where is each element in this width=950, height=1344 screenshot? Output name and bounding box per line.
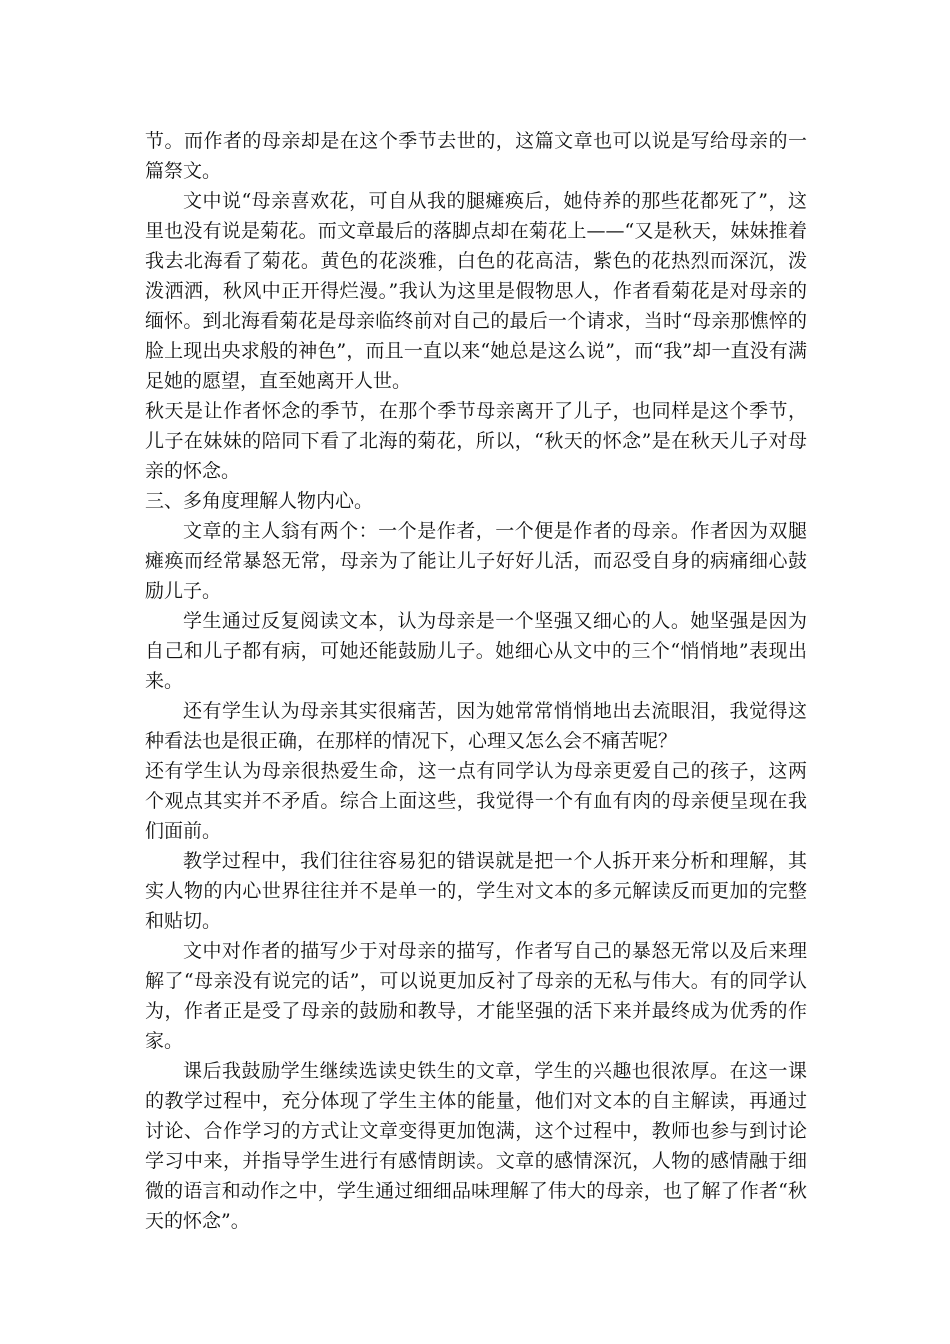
paragraph-loves-life: 还有学生认为母亲很热爱生命，这一点有同学认为母亲更爱自己的孩子，这两个观点其实并不矛盾。综合上面这些，我觉得一个有血有肉的母亲便呈现在我们面前。 [145,760,807,842]
paragraph-strong-careful-mother: 学生通过反复阅读文本，认为母亲是一个坚强又细心的人。她坚强是因为自己和儿子都有病，可她还能鼓励儿子。她细心从文中的三个“悄悄地”表现出来。 [145,610,807,692]
section-heading-three: 三、多角度理解人物内心。 [145,490,374,512]
paragraph-teaching-mistake: 教学过程中，我们往往容易犯的错误就是把一个人拆开来分析和理解，其实人物的内心世界往往并不是单一的，学生对文本的多元解读反而更加的完整和贴切。 [145,850,807,932]
paragraph-after-class: 课后我鼓励学生继续选读史铁生的文章，学生的兴趣也很浓厚。在这一课的教学过程中，充分体现了学生主体的能量，他们对文本的自主解读，再通过讨论、合作学习的方式让文章变得更加饱满，这个过程中，教师也参与到讨论学习中来，并指导学生进行有感情朗读。文章的感情深沉，人物的感情融于细微的语言和动作之中，学生通过细细品味理解了伟大的母亲，也了解了作者“秋天的怀念”。 [145,1060,807,1232]
paragraph-mother-in-pain: 还有学生认为母亲其实很痛苦，因为她常常悄悄地出去流眼泪，我觉得这种看法也是很正确，在那样的情况下，心理又怎么会不痛苦呢？ [145,700,807,752]
paragraph-flowers-chrysanthemum: 文中说“母亲喜欢花，可自从我的腿瘫痪后，她侍养的那些花都死了”，这里也没有说是菊花。而文章最后的落脚点却在菊花上——“又是秋天，妹妹推着我去北海看了菊花。黄色的花淡雅，白色的花高洁，紫色的花热烈而深沉，泼泼洒洒，秋风中正开得烂漫。”我认为这里是假物思人，作者看菊花是对母亲的缅怀。到北海看菊花是母亲临终前对自己的最后一个请求，当时“母亲那憔悴的脸上现出央求般的神色”，而且一直以来“她总是这么说”，而“我”却一直没有满足她的愿望，直至她离开人世。 [145,190,807,392]
document-body [145,126,807,1236]
paragraph-autumn-remembrance: 秋天是让作者怀念的季节，在那个季节母亲离开了儿子，也同样是这个季节，儿子在妹妹的陪同下看了北海的菊花，所以，“秋天的怀念”是在秋天儿子对母亲的怀念。 [145,400,807,482]
paragraph-two-protagonists: 文章的主人翁有两个：一个是作者，一个便是作者的母亲。作者因为双腿瘫痪而经常暴怒无常，母亲为了能让儿子好好儿活，而忍受自身的病痛细心鼓励儿子。 [145,520,807,602]
paragraph-author-description: 文中对作者的描写少于对母亲的描写，作者写自己的暴怒无常以及后来理解了“母亲没有说完的话”，可以说更加反衬了母亲的无私与伟大。有的同学认为，作者正是受了母亲的鼓励和教导，才能坚强的活下来并最终成为优秀的作家。 [145,940,807,1052]
paragraph-intro-continuation: 节。而作者的母亲却是在这个季节去世的，这篇文章也可以说是写给母亲的一篇祭文。 [145,130,807,182]
